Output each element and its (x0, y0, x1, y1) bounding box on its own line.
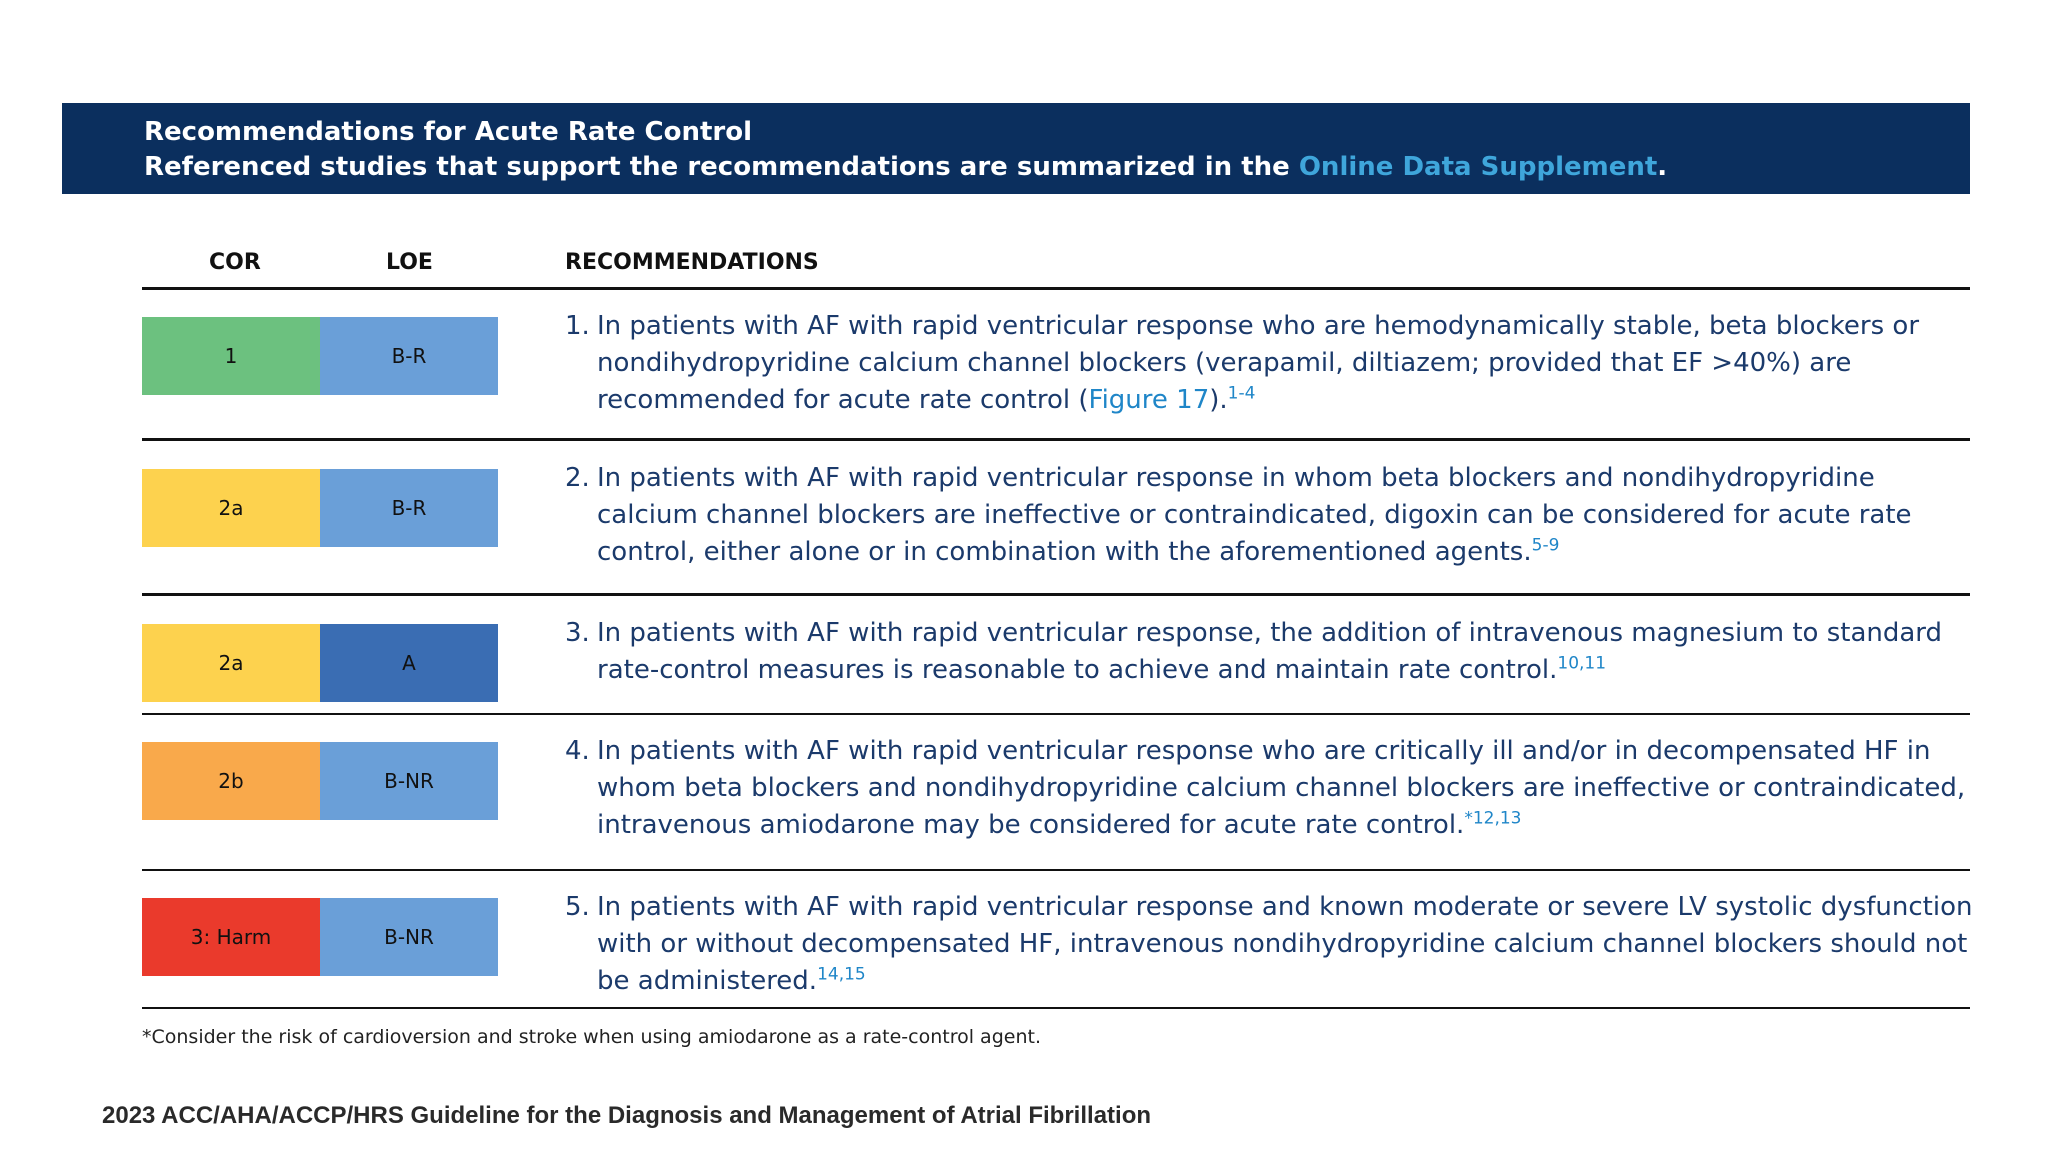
banner-title: Recommendations for Acute Rate Control (144, 117, 753, 147)
cor-cell: 3: Harm (142, 898, 320, 976)
header-banner (62, 103, 1970, 194)
recommendation-number: 1. (565, 311, 590, 341)
cor-cell: 1 (142, 317, 320, 395)
recommendation-text: In patients with AF with rapid ventricular response in whom beta blockers and nondihydropyridine calcium channel blockers are ineffective or contraindicated, digoxin can be considered for acute rate control, either alone or in combination with the aforementioned agents. (597, 463, 1912, 567)
banner-subtitle (144, 150, 1970, 185)
recommendation-2 (565, 460, 1973, 571)
banner-subtitle-period: . (1657, 152, 1668, 182)
cor-cell: 2a (142, 624, 320, 702)
figure-17-link[interactable]: Figure 17 (1088, 385, 1210, 415)
recommendation-1 (565, 308, 1973, 419)
reference-superscript[interactable]: 10,11 (1557, 653, 1607, 674)
footnote: *Consider the risk of cardioversion and stroke when using amiodarone as a rate-control agent. (142, 1026, 1041, 1048)
recommendation-number: 5. (565, 892, 590, 922)
loe-cell: B-NR (320, 742, 498, 820)
guideline-citation: 2023 ACC/AHA/ACCP/HRS Guideline for the Diagnosis and Management of Atrial Fibrillation (102, 1102, 1152, 1129)
recommendation-number: 2. (565, 463, 590, 493)
recommendation-text: In patients with AF with rapid ventricular response who are critically ill and/or in decompensated HF in whom beta blockers and nondihydropyridine calcium channel blockers are ineffective or contraindicated, intravenous amiodarone may be considered for acute rate control. (597, 736, 1966, 840)
column-header-cor: COR (209, 250, 261, 275)
reference-superscript[interactable]: 5-9 (1531, 535, 1560, 556)
recommendation-text: In patients with AF with rapid ventricular response and known moderate or severe LV systolic dysfunction with or without decompensated HF, intravenous nondihydropyridine calcium channel blockers should not be administered. (597, 892, 1973, 996)
loe-cell: B-R (320, 469, 498, 547)
row-divider (142, 438, 1970, 441)
row-divider (142, 713, 1970, 715)
loe-cell: B-NR (320, 898, 498, 976)
banner-subtitle-text: Referenced studies that support the recommendations are summarized in the (144, 152, 1299, 182)
column-header-loe: LOE (386, 250, 433, 275)
column-header-recommendations: RECOMMENDATIONS (565, 250, 819, 275)
recommendation-text-end: ). (1209, 385, 1228, 415)
reference-superscript[interactable]: 14,15 (817, 964, 866, 985)
recommendation-3 (565, 615, 1973, 689)
row-divider (142, 593, 1970, 596)
recommendation-number: 4. (565, 736, 590, 766)
row-divider (142, 869, 1970, 871)
header-divider (142, 287, 1970, 290)
recommendation-4 (565, 733, 1973, 844)
recommendation-text: In patients with AF with rapid ventricular response who are hemodynamically stable, beta blockers or nondihydropyridine calcium channel blockers (verapamil, diltiazem; provided that EF >40%) are recommended for acute rate control ( (597, 311, 1920, 415)
cor-cell: 2a (142, 469, 320, 547)
reference-superscript[interactable]: *12,13 (1464, 808, 1522, 829)
loe-cell: A (320, 624, 498, 702)
recommendation-number: 3. (565, 618, 590, 648)
reference-superscript[interactable]: 1-4 (1227, 383, 1256, 404)
recommendation-text: In patients with AF with rapid ventricular response, the addition of intravenous magnesium to standard rate-control measures is reasonable to achieve and maintain rate control. (597, 618, 1943, 685)
loe-cell: B-R (320, 317, 498, 395)
online-data-supplement-link[interactable]: Online Data Supplement (1298, 152, 1658, 182)
recommendation-5 (565, 889, 1973, 1000)
table-bottom-rule (142, 1007, 1970, 1009)
cor-cell: 2b (142, 742, 320, 820)
